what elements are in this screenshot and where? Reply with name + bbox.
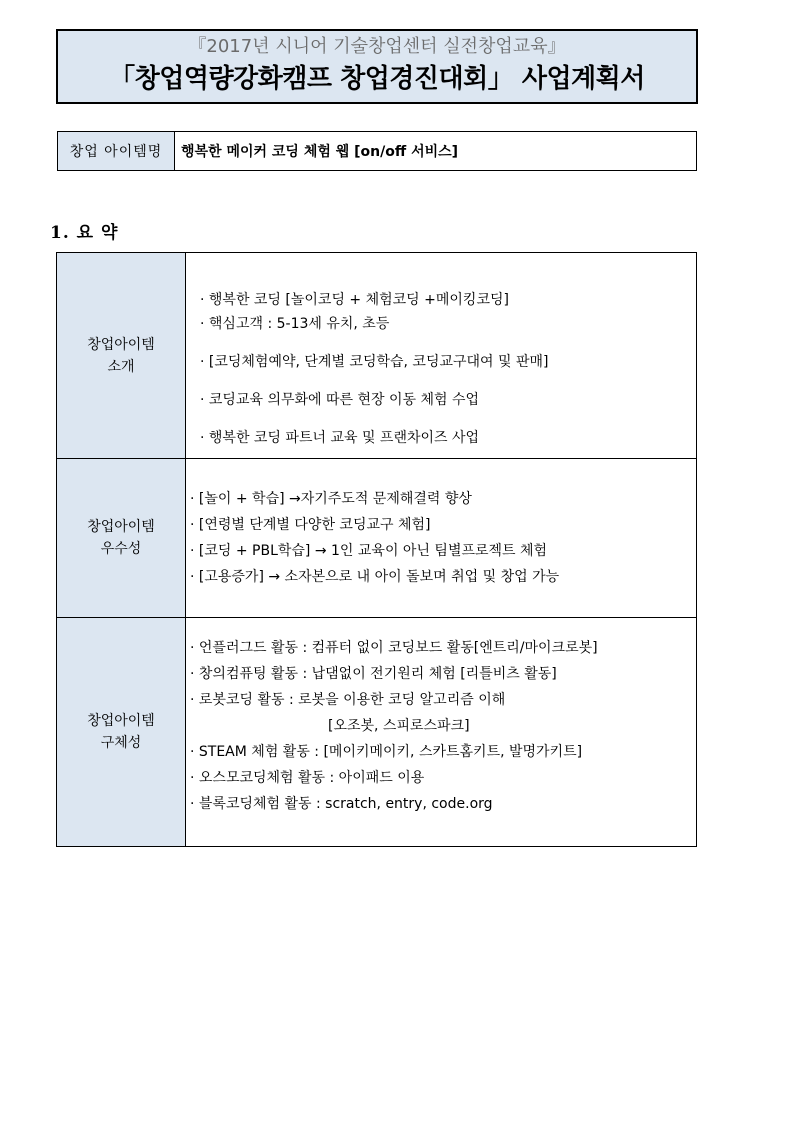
summary-line: · [코딩 + PBL학습] → 1인 교육이 아닌 팀별프로젝트 체험 [190,543,548,559]
document-title-box [56,29,698,104]
summary-line: · STEAM 체험 활동 : [메이키메이키, 스카트홈키트, 발명가키트] [190,744,583,760]
summary-line: · [코딩체험예약, 단계별 코딩학습, 코딩교구대여 및 판매] [200,353,549,370]
row-label-line: 창업아이템 [87,519,155,535]
item-name-label: 창업 아이템명 [58,132,175,171]
summary-line: · 로봇코딩 활동 : 로봇을 이용한 코딩 알고리즘 이해 [190,692,506,708]
item-name-table [57,131,697,171]
summary-line: · [고용증가] → 소자본으로 내 아이 돌보며 취업 및 창업 가능 [190,569,560,585]
summary-line: · 행복한 코딩 파트너 교육 및 프랜차이즈 사업 [200,429,480,446]
summary-line: · 오스모코딩체험 활동 : 아이패드 이용 [190,770,425,786]
summary-line: · 창의컴퓨팅 활동 : 납댐없이 전기원리 체험 [리틀비츠 활동] [190,666,557,682]
summary-line: · 블록코딩체험 활동 : scratch, entry, code.org [190,796,493,812]
summary-line: · [연령별 단계별 다양한 코딩교구 체험] [190,517,431,533]
summary-row-strengths [57,459,697,618]
row-label-line: 소개 [107,358,135,375]
summary-row-content [186,459,697,618]
summary-table [56,252,697,847]
summary-row-label [57,253,186,459]
summary-row-content [186,618,697,847]
summary-line: · 코딩교육 의무화에 따른 현장 이동 체험 수업 [200,391,480,408]
summary-row-content [186,253,697,459]
summary-line: · 행복한 코딩 [놀이코딩 + 체험코딩 +메이킹코딩] [200,291,509,308]
summary-line: · 핵심고객 : 5-13세 유치, 초등 [200,315,390,332]
section-heading-summary: 1. 요 약 [50,223,119,243]
summary-line: [오조봇, 스피로스파크] [328,718,470,734]
item-name-value: 행복한 메이커 코딩 체험 웹 [on/off 서비스] [175,132,697,171]
row-label-line: 우수성 [100,541,142,557]
summary-row-label [57,618,186,847]
row-label-line: 창업아이템 [87,336,155,353]
row-label-line: 창업아이템 [87,713,155,729]
summary-line: · [놀이 + 학습] →자기주도적 문제해결력 향상 [190,491,472,507]
summary-row-specifics [57,618,697,847]
summary-row-intro [57,253,697,459]
document-subtitle: 『2017년 시니어 기술창업센터 실전창업교육』 [188,36,566,57]
document-title: 「창업역량강화캠프 창업경진대회」 사업계획서 [109,64,645,94]
summary-row-label [57,459,186,618]
row-label-line: 구체성 [100,735,142,751]
summary-line: · 언플러그드 활동 : 컴퓨터 없이 코딩보드 활동[엔트리/마이크로봇] [190,640,598,656]
